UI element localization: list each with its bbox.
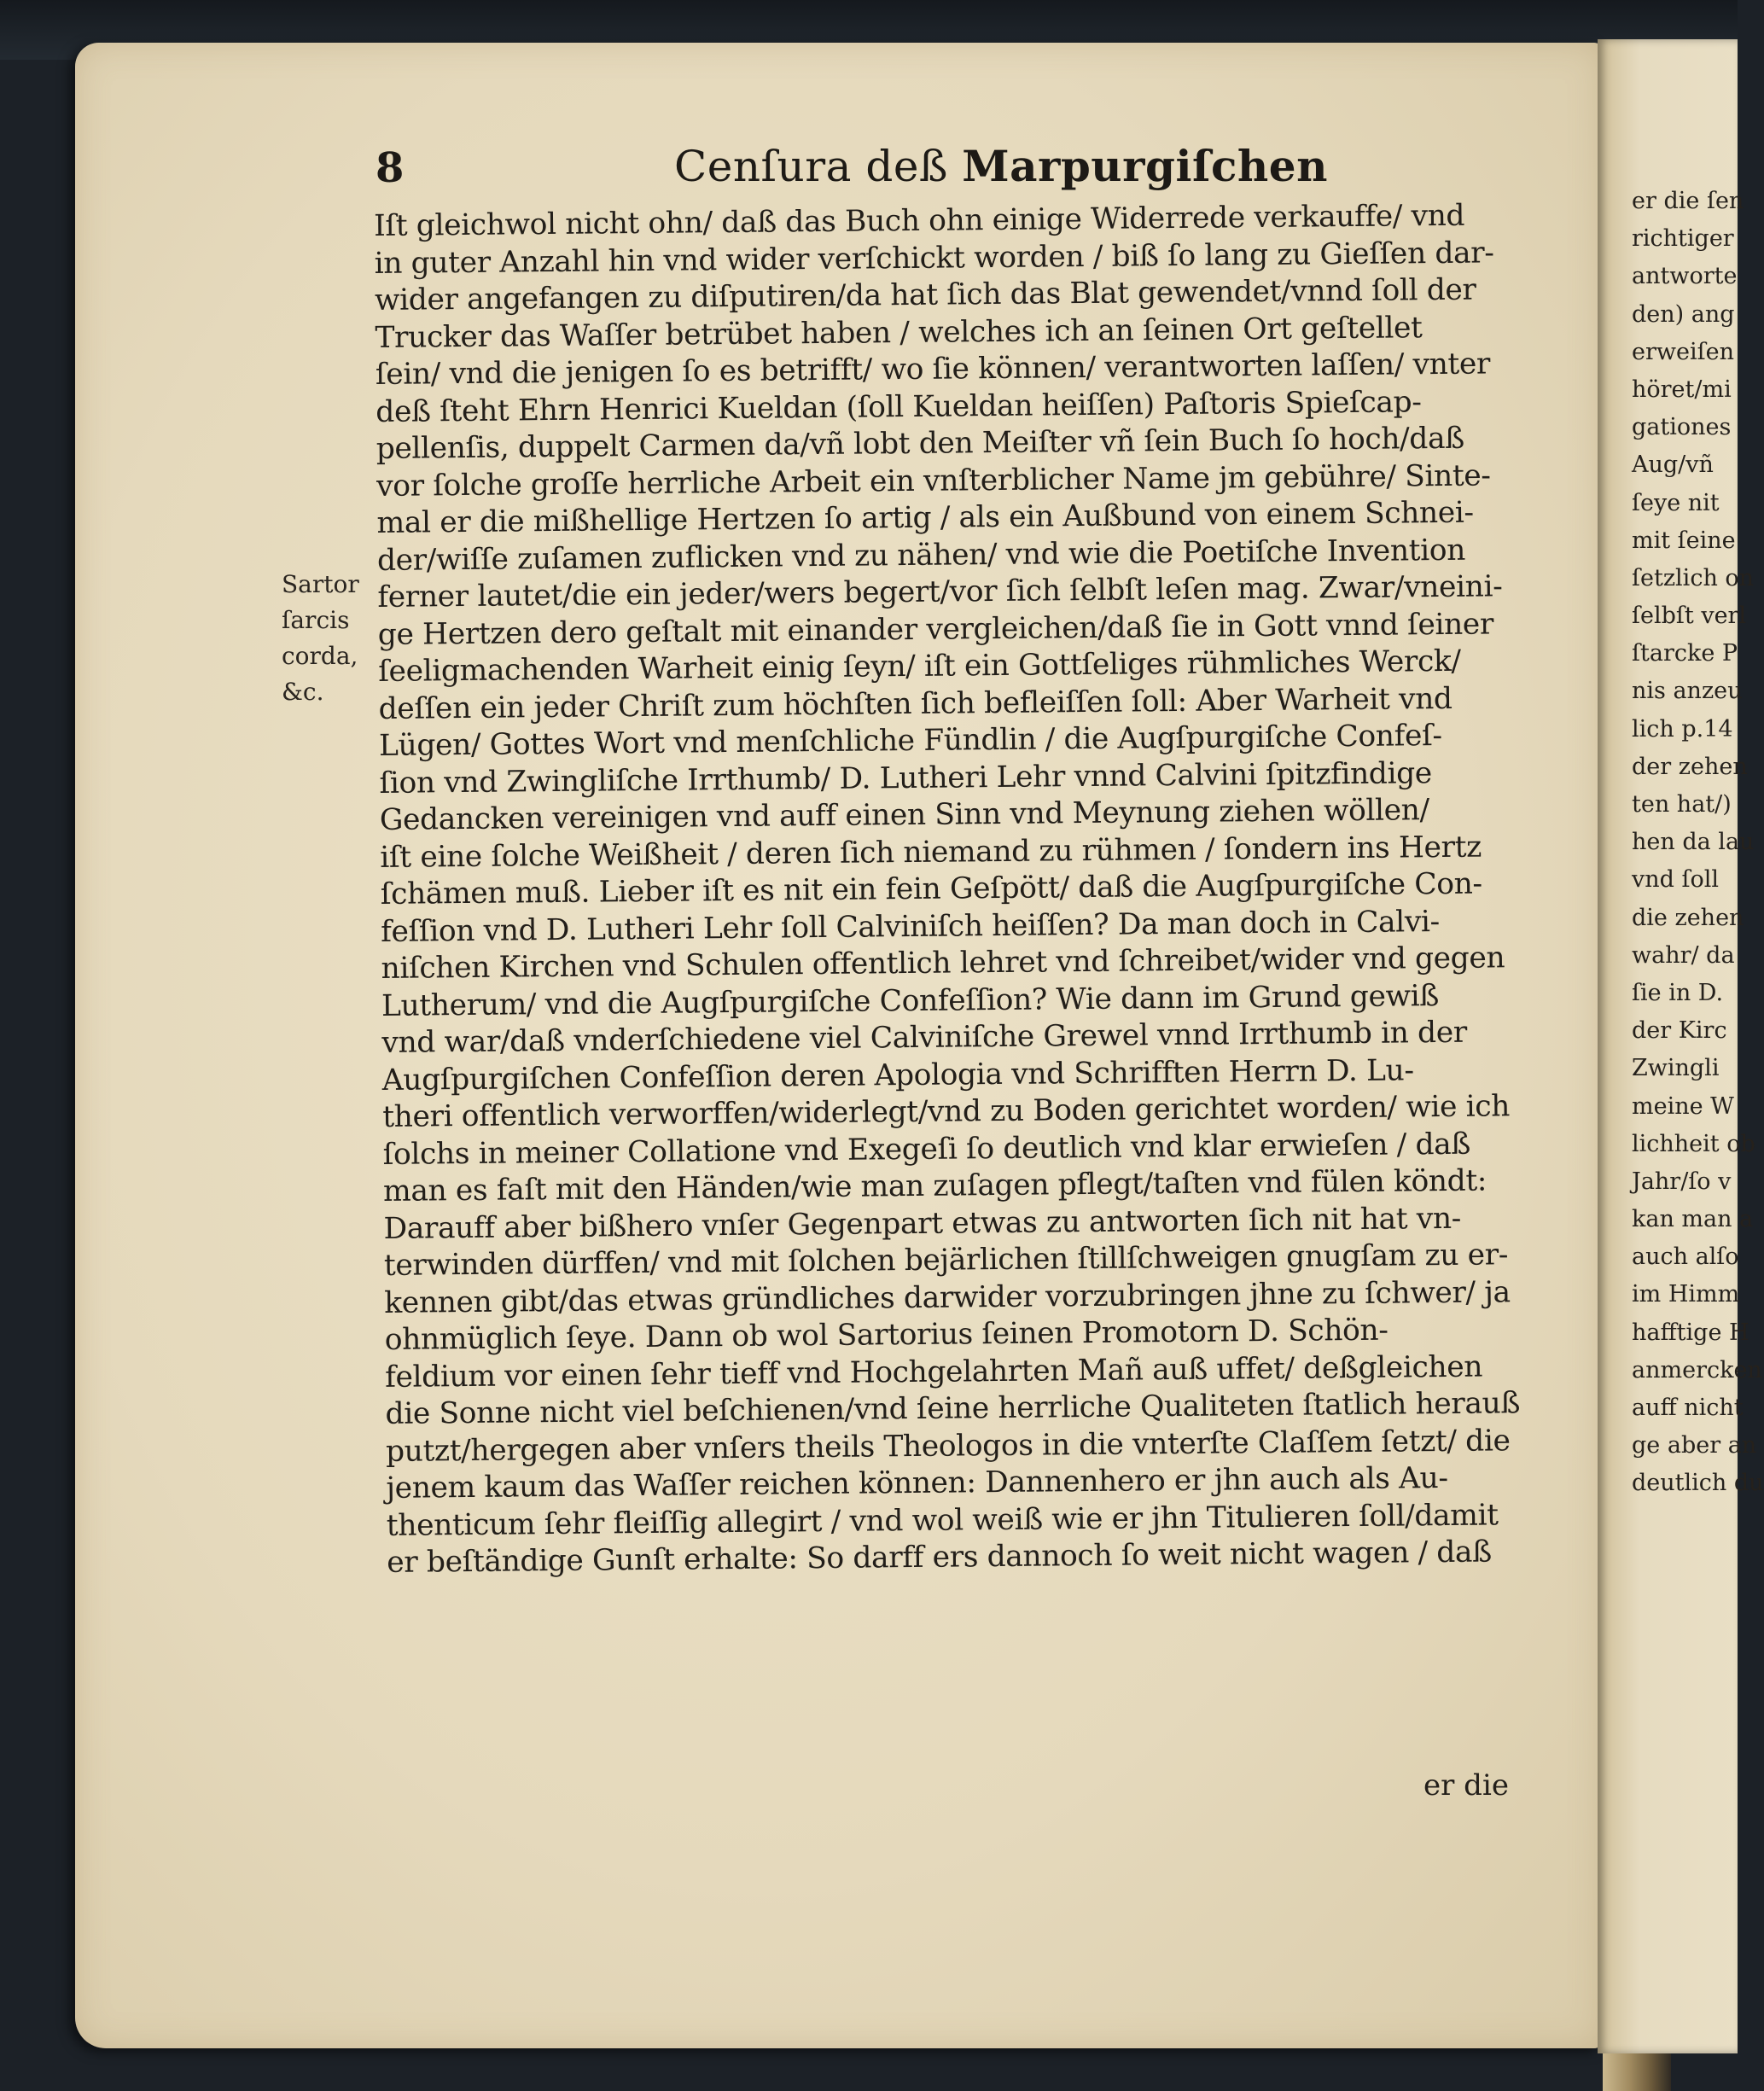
facing-page-fragment: deutlich du — [1632, 1470, 1764, 1497]
text-line: ſein/ vnd die jenigen ſo es betrifft/ wo ſie können/ verantworten laſſen/ vnter — [375, 347, 1491, 392]
facing-page-fragment: hafftige H — [1632, 1319, 1749, 1346]
facing-page-fragment: ſelbſt verl — [1632, 603, 1747, 630]
text-line: die Sonne nicht viel beſchienen/vnd ſeine herrliche Qualiteten ſtatlich herauß — [385, 1386, 1521, 1431]
text-line: theri offentlich verworffen/widerlegt/vnd zu Boden gerichtet worden/ wie ich — [382, 1089, 1511, 1134]
facing-page-fragment: hen da lau — [1632, 829, 1755, 856]
text-line: ferner lautet/die ein jeder/wers begert/vor ſich ſelbſt leſen mag. Zwar/vneini- — [377, 569, 1503, 614]
text-line: feſſion vnd D. Lutheri Lehr ſoll Calviniſch heiſſen? Da man doch in Calvi- — [380, 904, 1441, 949]
facing-page-fragment: wahr/ da — [1632, 941, 1735, 969]
facing-page-fragment: Jahr/ſo v — [1632, 1168, 1732, 1195]
text-line: ſolchs in meiner Collatione vnd Exegeſi ſo deutlich vnd klar erwieſen / daß — [382, 1127, 1471, 1172]
facing-page-fragment: ten hat/) — [1632, 791, 1732, 818]
text-line: mal er die mißhellige Hertzen ſo artig / als ein Außbund von einem Schnei- — [376, 495, 1474, 540]
facing-page-fragment: Aug/vñ — [1632, 451, 1714, 479]
facing-page-fragment: mit ſeine — [1632, 527, 1736, 554]
marginal-note-line: &c. — [282, 678, 324, 706]
text-line: er beſtändige Gunſt erhalte: So darff ers dannoch ſo weit nicht wagen / daß — [387, 1535, 1492, 1580]
facing-page-fragment: auff nicht — [1632, 1395, 1744, 1421]
facing-page-fragment: nis anzeu — [1632, 678, 1743, 705]
running-title-bold: Marpurgiſchen — [962, 141, 1328, 191]
facing-page-fragment: kan man a — [1632, 1206, 1754, 1233]
text-line: ſion vnd Zwingliſche Irrthumb/ D. Lutheri Lehr vnnd Calvini ſpitzfindige — [379, 755, 1433, 801]
text-line: Lügen/ Gottes Wort vnd menſchliche Fündlin / die Augſpurgiſche Confeſ- — [378, 719, 1442, 763]
facing-page-fragment: erweiſen — [1632, 338, 1734, 365]
facing-page-fragment: richtiger — [1632, 225, 1734, 253]
text-line: vnd war/daß vnderſchiedene viel Calviniſche Grewel vnnd Irrthumb in der — [381, 1015, 1468, 1060]
text-line: Augſpurgiſchen Confeſſion deren Apologia vnd Schrifften Herrn D. Lu- — [381, 1052, 1414, 1098]
facing-page-fragment: er die ſen — [1632, 188, 1744, 214]
facing-page-fragment: im Himm — [1632, 1281, 1740, 1308]
text-line: ohnmüglich ſeye. Dann ob wol Sartorius ſeinen Promotorn D. Schön- — [384, 1313, 1388, 1357]
marginal-note-line: ſarcis — [282, 606, 350, 634]
facing-page-fragment: die zehen — [1632, 904, 1744, 931]
page-header — [376, 141, 1502, 201]
text-line: niſchen Kirchen vnd Schulen offentlich lehret vnd ſchreibet/wider vnd gegen — [381, 941, 1505, 986]
body-text — [374, 197, 1522, 1581]
marginal-note-line: corda, — [282, 642, 358, 670]
text-line: in guter Anzahl hin vnd wider verſchickt worden / biß ſo lang zu Gieſſen dar- — [374, 235, 1494, 281]
text-line: Trucker das Waſſer betrübet haben / welches ich an ſeinen Ort geſtellet — [375, 310, 1423, 355]
facing-page-fragment: meine W — [1632, 1092, 1734, 1120]
facing-page-fragment: anmercken — [1632, 1356, 1762, 1383]
running-title — [674, 141, 1328, 191]
facing-page-fragment: ſeye nit — [1632, 489, 1720, 516]
text-line: putzt/hergegen aber vnſers theils Theologos in die vnterſte Claſſem ſetzt/ die — [385, 1423, 1511, 1469]
facing-page-fragment: Zwingli — [1632, 1055, 1720, 1082]
text-line: man es faſt mit den Händen/wie man zuſagen pflegt/taſten vnd fülen köndt: — [382, 1163, 1487, 1209]
text-line: feldium vor einen ſehr tieff vnd Hochgelahrten Mañ auß uffet/ deßgleichen — [384, 1349, 1483, 1395]
text-line: jenem kaum das Waſſer reichen können: Dannenhero er jhn auch als Au- — [386, 1460, 1448, 1506]
facing-page-fragment: höret/mi — [1632, 376, 1732, 403]
page-number: 8 — [376, 144, 405, 192]
text-line: der/wiſſe zuſamen zuflicken vnd zu nähen/ vnd wie die Poetiſche Invention — [376, 533, 1466, 578]
text-line: ſchämen muß. Lieber iſt es nit ein fein Geſpött/ daß die Augſpurgiſche Con- — [380, 866, 1482, 912]
catchword: er die — [1423, 1768, 1509, 1803]
text-line: Darauff aber bißhero vnſer Gegenpart etwas zu antworten ſich nit hat vn- — [383, 1201, 1462, 1246]
facing-page-fragment: gationes — [1632, 414, 1732, 441]
facing-page-fragment: ſie in D. — [1632, 979, 1724, 1006]
facing-page-fragment: auch alſo — [1632, 1244, 1739, 1271]
text-line: pellenſis, duppelt Carmen da/vñ lobt den Meiſter vñ ſein Buch ſo hoch/daß — [376, 421, 1464, 466]
text-line: kennen gibt/das etwas gründliches darwider vorzubringen jhne zu ſchwer/ ja — [384, 1274, 1511, 1320]
text-line: deß ſteht Ehrn Henrici Kueldan (ſoll Kueldan heiſſen) Paſtoris Spieſcap- — [376, 384, 1422, 429]
text-line: ſeeligmachenden Warheit einig ſeyn/ iſt ein Gottſeliges rühmliches Werck/ — [378, 644, 1461, 689]
marginal-note — [282, 567, 376, 710]
facing-page-fragment: der Kirc — [1632, 1017, 1727, 1045]
text-line: vor ſolche groſſe herrliche Arbeit ein vnſterblicher Name jm gebühre/ Sinte- — [376, 457, 1491, 504]
text-line: iſt eine ſolche Weißheit / deren ſich niemand zu rühmen / ſondern ins Hertz — [380, 830, 1482, 875]
facing-page-fragment: den) ang — [1632, 300, 1735, 328]
facing-page-fragment: ſtarcke P — [1632, 640, 1738, 667]
marginal-note-line: Sartor — [282, 570, 359, 598]
text-line: terwinden dürffen/ vnd mit ſolchen bejärlichen ſtillſchweigen gnugſam zu er- — [383, 1238, 1509, 1283]
text-line: Lutherum/ vnd die Augſpurgiſche Confeſſion? Wie dann im Grund gewiß — [381, 978, 1440, 1023]
facing-page-fragment: ſetzlich on — [1632, 564, 1755, 591]
text-line: wider angefangen zu diſputiren/da hat ſich das Blat gewendet/vnnd ſoll der — [374, 272, 1476, 317]
text-line: thenticum ſehr fleiſſig allegirt / vnd wol weiß wie er jhn Titulieren ſoll/damit — [386, 1497, 1499, 1543]
facing-page-fragment: lichheit ob — [1632, 1130, 1755, 1157]
text-line: deſſen ein jeder Chriſt zum höchſten ſich befleiſſen ſoll: Aber Warheit vnd — [378, 681, 1453, 726]
facing-page-fragment: antworte — [1632, 263, 1738, 290]
facing-page-fragment: der zehen — [1632, 753, 1748, 780]
text-line: Gedancken vereinigen vnd auff einen Sinn vnd Meynung ziehen wöllen/ — [379, 793, 1429, 837]
text-line: Iſt gleichwol nicht ohn/ daß das Buch ohn einige Widerrede verkauffe/ vnd — [374, 198, 1465, 243]
running-title-prefix: Cenſura deß — [674, 142, 963, 191]
facing-page-fragment: ge aber an — [1632, 1432, 1757, 1459]
text-line: ge Hertzen dero geſtalt mit einander vergleichen/daß ſie in Gott vnnd ſeiner — [377, 606, 1494, 652]
facing-page-fragment: lich p.14 — [1632, 715, 1733, 743]
facing-page-fragment: vnd ſoll — [1632, 866, 1720, 894]
facing-page-text — [1632, 183, 1764, 1503]
